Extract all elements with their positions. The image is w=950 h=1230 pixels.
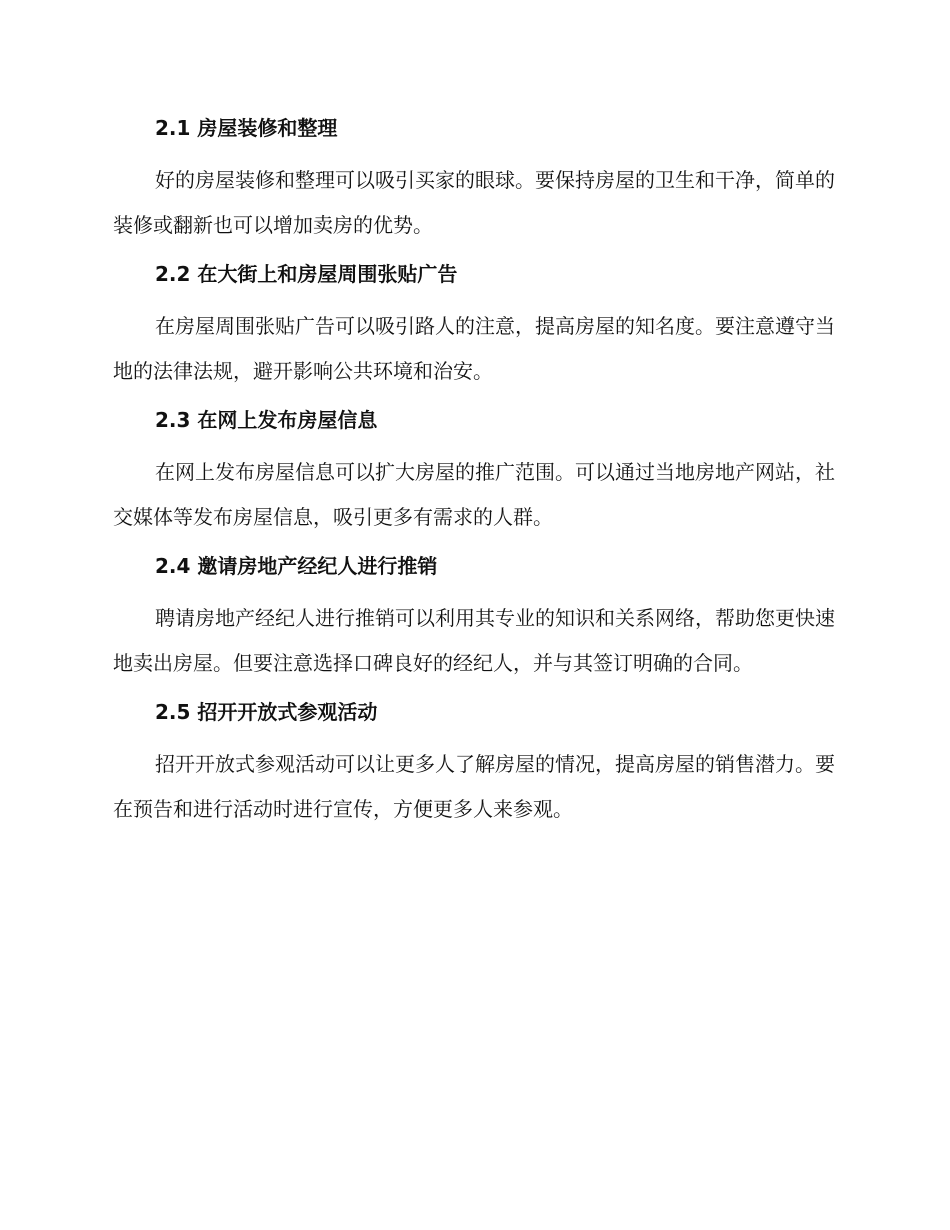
section-2-3	[113, 404, 835, 540]
section-paragraph: 在网上发布房屋信息可以扩大房屋的推广范围。可以通过当地房地产网站，社交媒体等发布房屋信息，吸引更多有需求的人群。	[113, 460, 835, 529]
section-heading: 2.1 房屋装修和整理	[155, 116, 338, 140]
section-heading: 2.3 在网上发布房屋信息	[155, 408, 378, 432]
section-paragraph: 聘请房地产经纪人进行推销可以利用其专业的知识和关系网络，帮助您更快速地卖出房屋。但要注意选择口碑良好的经纪人，并与其签订明确的合同。	[113, 606, 835, 675]
section-2-1	[113, 112, 835, 248]
section-paragraph: 招开开放式参观活动可以让更多人了解房屋的情况，提高房屋的销售潜力。要在预告和进行活动时进行宣传，方便更多人来参观。	[113, 752, 835, 821]
section-heading: 2.2 在大街上和房屋周围张贴广告	[155, 262, 458, 286]
section-2-5	[113, 696, 835, 832]
document-body	[113, 112, 835, 842]
section-heading: 2.4 邀请房地产经纪人进行推销	[155, 554, 438, 578]
section-heading: 2.5 招开开放式参观活动	[155, 700, 378, 724]
section-paragraph: 好的房屋装修和整理可以吸引买家的眼球。要保持房屋的卫生和干净，简单的装修或翻新也可以增加卖房的优势。	[113, 168, 835, 237]
section-paragraph: 在房屋周围张贴广告可以吸引路人的注意，提高房屋的知名度。要注意遵守当地的法律法规，避开影响公共环境和治安。	[113, 314, 835, 383]
section-2-4	[113, 550, 835, 686]
section-2-2	[113, 258, 835, 394]
